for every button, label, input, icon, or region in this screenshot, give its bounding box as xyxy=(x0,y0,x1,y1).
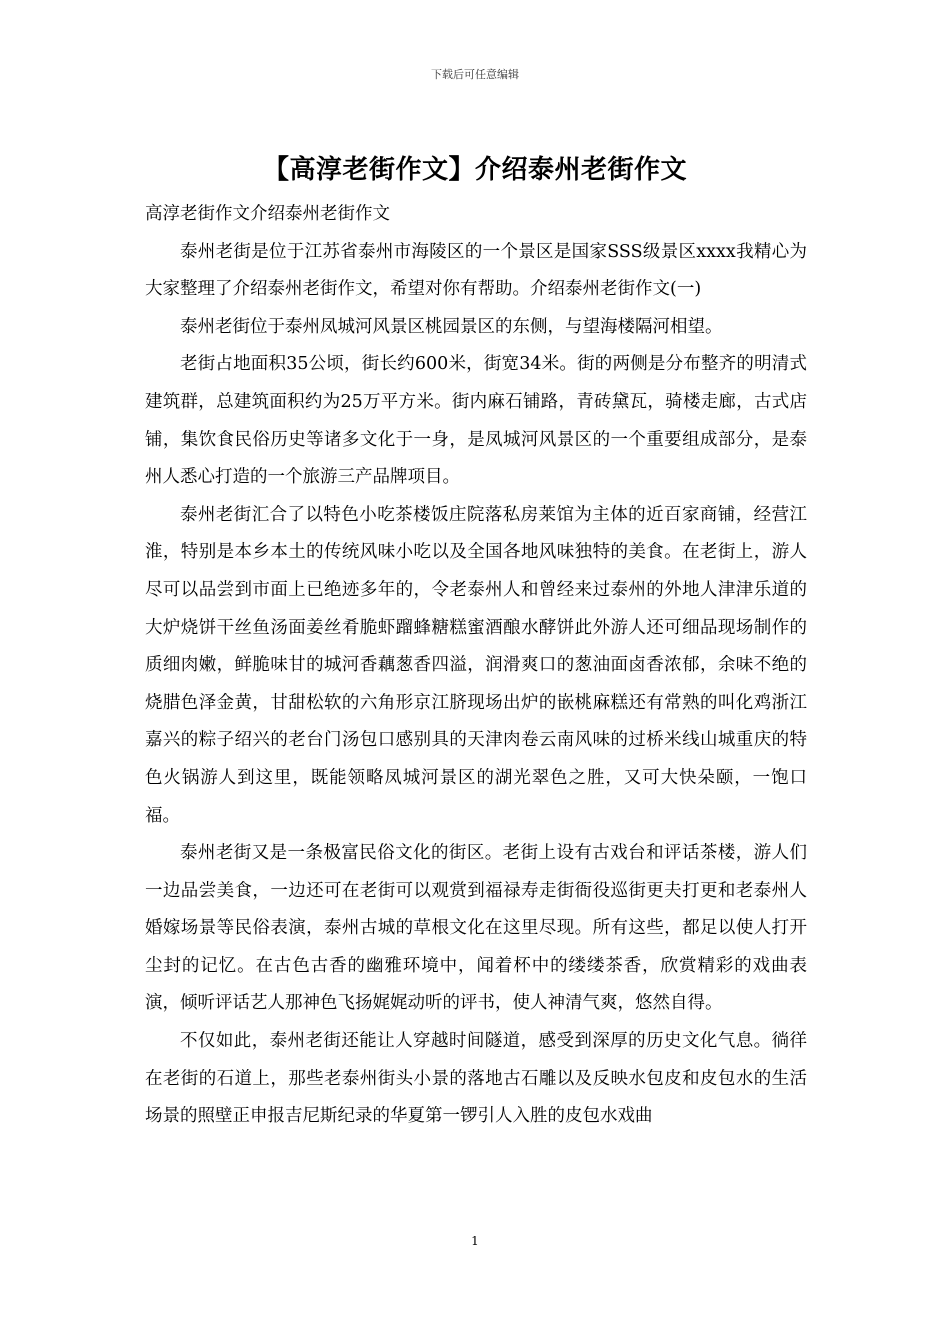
paragraph-location: 泰州老街位于泰州凤城河风景区桃园景区的东侧，与望海楼隔河相望。 xyxy=(180,316,723,337)
paragraph-food: 泰州老街汇合了以特色小吃茶楼饭庄院落私房莱馆为主体的近百家商铺，经营江淮，特别是本乡本土的传统风味小吃以及全国各地风味独特的美食。在老街上，游人尽可以品尝到市面上已绝迹多年的，令老泰州人和曾经来过泰州的外地人津津乐道的大炉烧饼干丝鱼汤面姜丝肴脆虾蹓蜂糖糕蜜酒酿水酵饼此外游人还可细品现场制作的质细肉嫩，鲜脆味甘的城河香藕葱香四溢，润滑爽口的葱油面卤香浓郁，余味不绝的烧腊色泽金黄，甘甜松软的六角形京江脐现场出炉的嵌桃麻糕还有常熟的叫化鸡浙江嘉兴的粽子绍兴的老台门汤包口感别具的天津肉卷云南风味的过桥米线山城重庆的特色火锅游人到这里，既能领略凤城河景区的湖光翠色之胜，又可大快朵颐，一饱口福。 xyxy=(145,504,807,826)
document-body xyxy=(145,196,807,1136)
document-subtitle: 高淳老街作文介绍泰州老街作文 xyxy=(145,204,390,224)
document-title: 【高淳老街作文】介绍泰州老街作文 xyxy=(262,155,687,185)
paragraph-history: 不仅如此，泰州老街还能让人穿越时间隧道，感受到深厚的历史文化气息。徜徉在老街的石道上，那些老泰州街头小景的落地古石雕以及反映水包皮和皮包水的生活场景的照壁正申报吉尼斯纪录的华夏第一锣引人入胜的皮包水戏曲 xyxy=(145,1031,807,1127)
paragraph-area: 老街占地面积35公顷，街长约600米，街宽34米。街的两侧是分布整齐的明清式建筑群，总建筑面积约为25万平方米。街内麻石铺路，青砖黛瓦，骑楼走廊，古式店铺，集饮食民俗历史等诸多文化于一身，是凤城河风景区的一个重要组成部分，是泰州人悉心打造的一个旅游三产品牌项目。 xyxy=(145,354,807,488)
paragraph-intro: 泰州老街是位于江苏省泰州市海陵区的一个景区是国家SSS级景区xxxx我精心为大家整理了介绍泰州老街作文，希望对你有帮助。介绍泰州老街作文(一) xyxy=(145,241,807,300)
page-header-note: 下载后可任意编辑 xyxy=(431,68,519,81)
paragraph-folk-culture: 泰州老街又是一条极富民俗文化的街区。老街上设有古戏台和评话茶楼，游人们一边品尝美食，一边还可在老街可以观赏到福禄寿走街衙役巡街更夫打更和老泰州人婚嫁场景等民俗表演，泰州古城的草根文化在这里尽现。所有这些，都足以使人打开尘封的记忆。在古色古香的幽雅环境中，闻着杯中的缕缕茶香，欣赏精彩的戏曲表演，倾听评话艺人那神色飞扬娓娓动听的评书，使人神清气爽，悠然自得。 xyxy=(145,843,807,1014)
page-number: 1 xyxy=(471,1234,479,1248)
